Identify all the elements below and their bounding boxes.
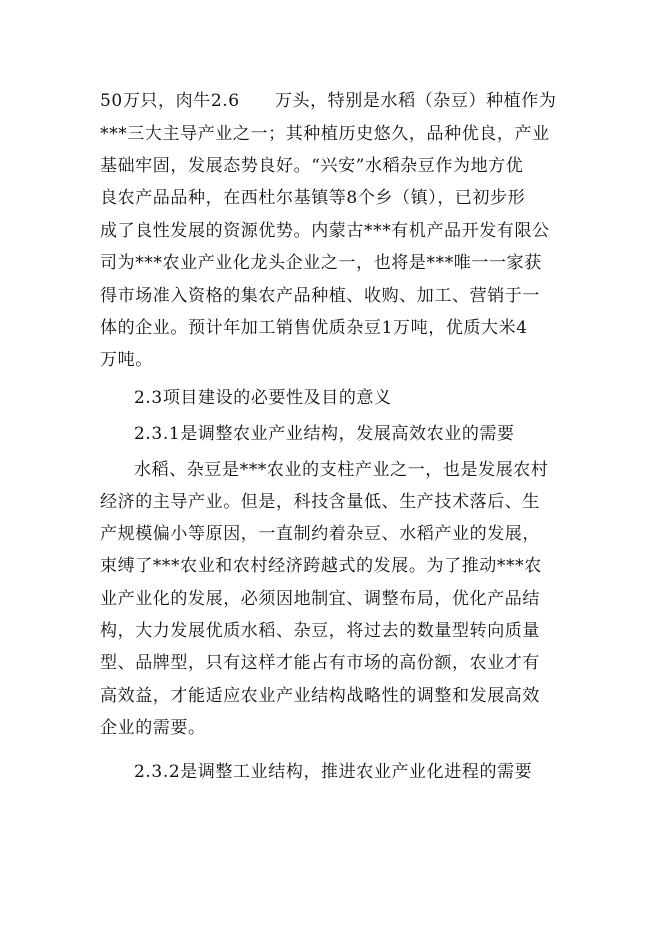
paragraph-line: 得市场准入资格的集农产品种植、收购、加工、营销于一: [100, 286, 540, 306]
paragraph-line: 万吨。: [100, 350, 153, 370]
paragraph-line: 构，大力发展优质水稻、杂豆，将过去的数量型转向质量: [100, 621, 540, 641]
subsection-heading: 2.3.2是调整工业结构，推进农业产业化进程的需要: [134, 762, 533, 782]
paragraph-line: 水稻、杂豆是***农业的支柱产业之一，也是发展农村: [134, 460, 549, 480]
paragraph-line: 产规模偏小等原因，一直制约着杂豆、水稻产业的发展，: [100, 524, 540, 544]
paragraph-line: 束缚了***农业和农村经济跨越式的发展。为了推动***农: [100, 556, 542, 576]
paragraph-line: 型、品牌型，只有这样才能占有市场的高份额，农业才有: [100, 653, 540, 673]
section-heading: 2.3项目建设的必要性及目的意义: [134, 388, 392, 408]
paragraph-line: 50万只，肉牛2.6 万头，特别是水稻（杂豆）种植作为: [100, 91, 557, 111]
paragraph-line: 业产业化的发展，必须因地制宜、调整布局，优化产品结: [100, 589, 540, 609]
paragraph-line: 高效益，才能适应农业产业结构战略性的调整和发展高效: [100, 686, 540, 706]
paragraph-line: 经济的主导产业。但是，科技含量低、生产技术落后、生: [100, 492, 540, 512]
paragraph-line: ***三大主导产业之一；其种植历史悠久，品种优良，产业: [100, 124, 550, 144]
paragraph-line: 基础牢固，发展态势良好。“兴安”水稻杂豆作为地方优: [100, 156, 524, 176]
paragraph-line: 体的企业。预计年加工销售优质杂豆1万吨，优质大米4: [100, 318, 528, 338]
paragraph-line: 司为***农业产业化龙头企业之一，也将是***唯一一家获: [100, 253, 542, 273]
subsection-heading: 2.3.1是调整农业产业结构，发展高效农业的需要: [134, 424, 515, 444]
paragraph-line: 良农产品品种，在西杜尔基镇等8个乡（镇），已初步形: [100, 188, 526, 208]
paragraph-line: 企业的需要。: [100, 718, 206, 738]
paragraph-line: 成了良性发展的资源优势。内蒙古***有机产品开发有限公: [100, 221, 550, 241]
